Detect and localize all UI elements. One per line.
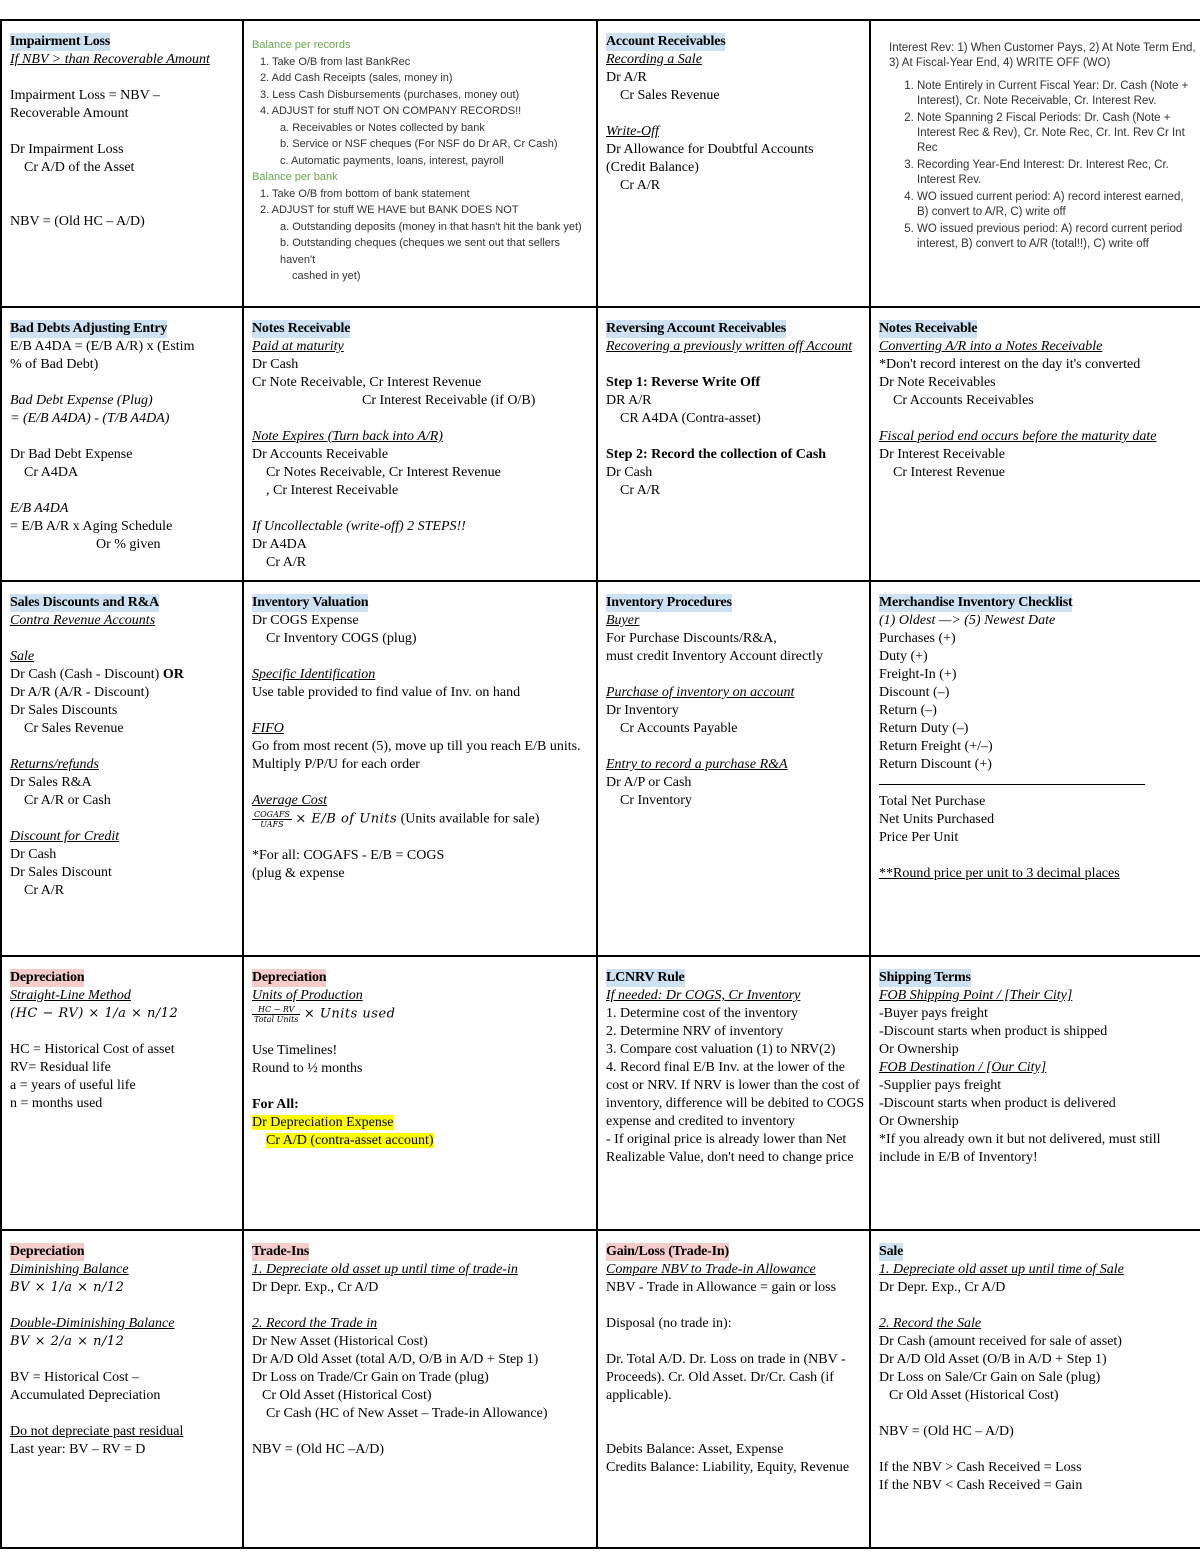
text-line: NBV - Trade in Allowance = gain or loss: [606, 1280, 837, 1295]
text-line: a = years of useful life: [10, 1078, 136, 1093]
cell-gain-loss: [597, 1230, 870, 1548]
cell-title: Impairment Loss: [10, 34, 111, 49]
subheading: FOB Shipping Point / [Their City]: [879, 988, 1073, 1003]
credit-entry: Cr Interest Revenue: [893, 465, 1005, 480]
debit-entry: Dr Cash: [10, 847, 57, 862]
list-item: c. Automatic payments, loans, interest, payroll: [280, 154, 504, 167]
cell-notes-receivable-1: [243, 307, 597, 581]
subheading: 2. Record the Sale: [879, 1316, 982, 1331]
cell-title: Merchandise Inventory Checklist: [879, 595, 1073, 610]
cell-title: Gain/Loss (Trade-In): [606, 1244, 729, 1259]
debit-entry: Dr A/D Old Asset (O/B in A/D + Step 1): [879, 1352, 1107, 1367]
text-line: Credits Balance: Liability, Equity, Revenue: [606, 1460, 850, 1475]
debit-entry: Dr Inventory: [606, 703, 679, 718]
text-line: Accumulated Depreciation: [10, 1388, 161, 1403]
text-line: Last year: BV – RV = D: [10, 1442, 146, 1457]
cheat-sheet-grid: [0, 19, 1200, 1549]
divider: [879, 774, 1145, 785]
subheading: Recording a Sale: [606, 52, 702, 67]
subheading: Returns/refunds: [10, 757, 99, 772]
text-line: E/B A4DA: [10, 501, 69, 516]
cell-bank-reconciliation: [243, 20, 597, 307]
debit-entry: Dr Depreciation Expense: [252, 1115, 394, 1130]
debit-entry: Dr Impairment Loss: [10, 142, 124, 157]
impairment-formula-cont: Recoverable Amount: [10, 106, 129, 121]
nbv-formula: NBV = (Old HC –A/D): [252, 1442, 385, 1457]
text-line: Dr Depr. Exp., Cr A/D: [879, 1280, 1006, 1295]
subheading: Double-Diminishing Balance: [10, 1316, 175, 1331]
credit-entry: Cr Cash (HC of New Asset – Trade-in Allowance): [266, 1406, 548, 1421]
list-item: Discount (–): [879, 685, 950, 700]
cell-notes-receivable-2: [870, 307, 1200, 581]
text-line: E/B A4DA = (E/B A/R) x (Estim: [10, 339, 195, 354]
debit-entry: Dr Cash (amount received for sale of asset): [879, 1334, 1122, 1349]
cell-title: Trade-Ins: [252, 1244, 310, 1259]
list-item: 3. Recording Year-End Interest: Dr. Interest Rec, Cr. Interest Rev.: [917, 158, 1196, 188]
cell-lcnrv-rule: [597, 956, 870, 1230]
list-item: 1. Determine cost of the inventory: [606, 1006, 799, 1021]
residual-note: Do not depreciate past residual: [10, 1424, 184, 1439]
debit-entry: Dr A/P or Cash: [606, 775, 692, 790]
numerator: COGAFS: [254, 810, 290, 819]
denominator: Total Units: [254, 1015, 299, 1024]
credit-entry: Cr Inventory: [620, 793, 692, 808]
debit-note: (Credit Balance): [606, 160, 699, 175]
subheading: Buyer: [606, 613, 640, 628]
cell-title: Sales Discounts and R&A: [10, 595, 160, 610]
list-item: Duty (+): [879, 649, 928, 664]
list-item: Return (–): [879, 703, 937, 718]
text-line: % of Bad Debt): [10, 357, 99, 372]
cell-interest-revenue: [870, 20, 1200, 307]
list-item: 2. Add Cash Receipts (sales, money in): [260, 72, 453, 84]
subheading: (1) Oldest —> (5) Newest Date: [879, 613, 1056, 628]
subheading: Paid at maturity: [252, 339, 344, 354]
cell-depreciation-units: [243, 956, 597, 1230]
cheat-sheet: [0, 19, 1200, 1547]
cell-depreciation-diminishing: [1, 1230, 243, 1548]
debit-entry: Dr COGS Expense: [252, 613, 359, 628]
units-formula: [252, 1005, 592, 1024]
debit-text: Dr Cash (Cash - Discount): [10, 667, 160, 682]
cell-sales-discounts: [1, 581, 243, 956]
debit-entry: DR A/R: [606, 393, 652, 408]
list-item: Return Duty (–): [879, 721, 969, 736]
text-line: If the NBV > Cash Received = Loss: [879, 1460, 1082, 1475]
debit-entry: Dr Cash: [606, 465, 653, 480]
subheading: If needed: Dr COGS, Cr Inventory: [606, 988, 801, 1003]
subheading: Contra Revenue Accounts: [10, 613, 156, 628]
subheading: FIFO: [252, 721, 284, 736]
cell-title: Depreciation: [10, 1244, 85, 1259]
cell-title: Depreciation: [252, 970, 327, 985]
subheading: Converting A/R into a Notes Receivable: [879, 339, 1103, 354]
formula-tail: × E/B of Units: [295, 811, 398, 827]
credit-entry: Cr Inventory COGS (plug): [266, 631, 417, 646]
cell-sale: [870, 1230, 1200, 1548]
cell-title: Notes Receivable: [252, 321, 351, 336]
subheading: Purchase of inventory on account: [606, 685, 795, 700]
list-item: Purchases (+): [879, 631, 956, 646]
fraction: [252, 810, 292, 829]
text-line: Round to ½ months: [252, 1061, 363, 1076]
subheading: Discount for Credit: [10, 829, 120, 844]
list-item: 1. Take O/B from last BankRec: [260, 55, 411, 68]
text-line: = E/B A/R x Aging Schedule: [10, 519, 173, 534]
subheading: Units of Production: [252, 988, 363, 1003]
subheading: Straight-Line Method: [10, 988, 131, 1003]
list-item: 2. Note Spanning 2 Fiscal Periods: Dr. Cash (Note + Interest Rec & Rev), Cr. Note Rec, Cr. Int. Rev Cr Int Rec: [917, 111, 1196, 156]
text-line: *Don't record interest on the day it's converted: [879, 357, 1141, 372]
cell-title: LCNRV Rule: [606, 970, 685, 985]
cell-title: Inventory Procedures: [606, 595, 732, 610]
text-line: = (E/B A4DA) - (T/B A4DA): [10, 411, 170, 426]
debit-entry: Dr Accounts Receivable: [252, 447, 389, 462]
cell-reversing-ar: [597, 307, 870, 581]
text-line: Debits Balance: Asset, Expense: [606, 1442, 784, 1457]
subheading: Write-Off: [606, 124, 659, 139]
text-line: HC = Historical Cost of asset: [10, 1042, 175, 1057]
cell-title: Account Receivables: [606, 34, 726, 49]
cell-inventory-valuation: [243, 581, 597, 956]
nbv-formula: NBV = (Old HC – A/D): [879, 1424, 1014, 1439]
interest-list: [879, 79, 1196, 252]
debit-entry: Dr Cash: [252, 357, 299, 372]
step-heading: Step 1: Reverse Write Off: [606, 375, 761, 390]
formula: BV × 2/a × n/12: [10, 1334, 125, 1349]
debit-entry: Dr Loss on Trade/Cr Gain on Trade (plug): [252, 1370, 489, 1385]
list-item: 1. Take O/B from bottom of bank statement: [260, 187, 470, 200]
list-item: 2. Determine NRV of inventory: [606, 1024, 784, 1039]
cell-depreciation-straight-line: [1, 956, 243, 1230]
cell-title: Inventory Valuation: [252, 595, 369, 610]
or-label: OR: [162, 667, 184, 682]
debit-entry: Dr Interest Receivable: [879, 447, 1005, 462]
cell-title: Reversing Account Receivables: [606, 321, 787, 336]
debit-entry: Dr Sales Discounts: [10, 703, 118, 718]
rounding-note: **Round price per unit to 3 decimal places: [879, 866, 1120, 881]
debit-entry: Dr Sales R&A: [10, 775, 92, 790]
debit-entry: Dr Loss on Sale/Cr Gain on Sale (plug): [879, 1370, 1101, 1385]
cell-merchandise-checklist: [870, 581, 1200, 956]
numerator: HC − RV: [252, 1005, 300, 1015]
text-line: Use table provided to find value of Inv. on hand: [252, 685, 521, 700]
list-item: Freight-In (+): [879, 667, 957, 682]
text-line: For Purchase Discounts/R&A,: [606, 631, 777, 646]
text-line: Go from most recent (5), move up till you reach E/B units. Multiply P/P/U for each order: [252, 739, 581, 772]
cell-inventory-procedures: [597, 581, 870, 956]
list-item: cashed in yet): [292, 270, 361, 282]
list-item: 4. Record final E/B Inv. at the lower of the cost or NRV. If NRV is lower than the cost of inventory, difference will be debited to COGS expense and credited to inventory: [606, 1060, 865, 1129]
text-line: n = months used: [10, 1096, 103, 1111]
impairment-condition: If NBV > than Recoverable Amount: [10, 52, 210, 67]
credit-entry: , Cr Interest Receivable: [266, 483, 399, 498]
for-all-heading: For All:: [252, 1097, 299, 1112]
debit-entry: Dr New Asset (Historical Cost): [252, 1334, 428, 1349]
subheading: Sale: [10, 649, 35, 664]
list-item: b. Outstanding cheques (cheques we sent out that sellers haven't: [280, 237, 561, 266]
text-line: -Buyer pays freight: [879, 1006, 988, 1021]
credit-entry: Cr Old Asset (Historical Cost): [262, 1388, 432, 1403]
credit-entry: Cr A/R: [620, 178, 661, 193]
subheading: FOB Destination / [Our City]: [879, 1060, 1047, 1075]
text-line: *If you already own it but not delivered, must still include in E/B of Inventory!: [879, 1132, 1161, 1165]
list-item: - If original price is already lower than Net Realizable Value, don't need to change price: [606, 1132, 854, 1165]
subheading: 2. Record the Trade in: [252, 1316, 378, 1331]
credit-entry: Cr A/D of the Asset: [24, 160, 135, 175]
text-line: Dr Depr. Exp., Cr A/D: [252, 1280, 379, 1295]
cell-title: Shipping Terms: [879, 970, 971, 985]
credit-entry: Cr Note Receivable, Cr Interest Revenue: [252, 375, 482, 390]
list-item: 3. Compare cost valuation (1) to NRV(2): [606, 1042, 836, 1057]
fraction: [252, 1005, 300, 1024]
subheading: 1. Depreciate old asset up until time of Sale: [879, 1262, 1124, 1277]
step-heading: Step 2: Record the collection of Cash: [606, 447, 827, 462]
subheading: Note Expires (Turn back into A/R): [252, 429, 443, 444]
credit-entry: Cr A/R: [620, 483, 661, 498]
debit-entry: Dr A4DA: [252, 537, 307, 552]
text-line: *For all: COGAFS - E/B = COGS: [252, 848, 445, 863]
balance-per-records-title: Balance per records: [252, 39, 351, 51]
text-line: BV = Historical Cost –: [10, 1370, 139, 1385]
interest-intro: Interest Rev: 1) When Customer Pays, 2) At Note Term End, 3) At Fiscal-Year End, 4) WRITE OFF (WO): [889, 42, 1196, 69]
text-line: Dr. Total A/D. Dr. Loss on trade in (NBV - Proceeds). Cr. Old Asset. Dr/Cr. Cash (if applicable).: [606, 1352, 846, 1403]
cell-impairment-loss: [1, 20, 243, 307]
cell-trade-ins: [243, 1230, 597, 1548]
text-line: If the NBV < Cash Received = Gain: [879, 1478, 1083, 1493]
credit-entry: Cr A4DA: [24, 465, 79, 480]
credit-entry: CR A4DA (Contra-asset): [620, 411, 761, 426]
text-line: Total Net Purchase: [879, 794, 986, 809]
denominator: UAFS: [260, 820, 284, 829]
debit-entry: Dr A/R (A/R - Discount): [10, 685, 150, 700]
credit-entry: Cr Interest Receivable (if O/B): [362, 393, 536, 408]
subheading: Compare NBV to Trade-in Allowance: [606, 1262, 816, 1277]
credit-entry: Cr Accounts Receivables: [893, 393, 1034, 408]
subheading: If Uncollectable (write-off) 2 STEPS!!: [252, 519, 466, 534]
cell-account-receivables: [597, 20, 870, 307]
subheading: Specific Identification: [252, 667, 376, 682]
cell-shipping-terms: [870, 956, 1200, 1230]
cell-title: Bad Debts Adjusting Entry: [10, 321, 168, 336]
list-item: a. Receivables or Notes collected by bank: [280, 121, 485, 134]
cell-title: Sale: [879, 1244, 904, 1259]
cell-title: Notes Receivable: [879, 321, 978, 336]
debit-entry: Dr Note Receivables: [879, 375, 996, 390]
impairment-formula: Impairment Loss = NBV –: [10, 88, 160, 103]
text-line: Or % given: [96, 537, 161, 552]
subheading: 1. Depreciate old asset up until time of trade-in: [252, 1262, 518, 1277]
text-line: (plug & expense: [252, 866, 345, 881]
debit-entry: Dr Sales Discount: [10, 865, 112, 880]
list-item: 5. WO issued previous period: A) record current period interest, B) convert to A/R (total!!), C) write off: [917, 222, 1196, 252]
list-item: 1. Note Entirely in Current Fiscal Year: Dr. Cash (Note + Interest), Cr. Note Receivable, Cr. Interest Rev.: [917, 79, 1196, 109]
credit-entry: Cr Old Asset (Historical Cost): [889, 1388, 1059, 1403]
text-line: Bad Debt Expense (Plug): [10, 393, 153, 408]
debit-entry: Dr Bad Debt Expense: [10, 447, 133, 462]
text-line: Disposal (no trade in):: [606, 1316, 732, 1331]
subheading: Entry to record a purchase R&A: [606, 757, 788, 772]
list-item: Return Discount (+): [879, 757, 992, 772]
subheading: Diminishing Balance: [10, 1262, 129, 1277]
subheading: Fiscal period end occurs before the maturity date: [879, 429, 1157, 444]
nbv-formula: NBV = (Old HC – A/D): [10, 214, 145, 229]
debit-entry: Dr A/D Old Asset (total A/D, O/B in A/D + Step 1): [252, 1352, 539, 1367]
text-line: -Discount starts when product is shipped: [879, 1024, 1108, 1039]
credit-entry: Cr A/R: [24, 883, 65, 898]
credit-entry: Cr Sales Revenue: [24, 721, 124, 736]
credit-entry: Cr A/R: [266, 555, 307, 570]
text-line: Use Timelines!: [252, 1043, 338, 1058]
cell-bad-debts: [1, 307, 243, 581]
formula: BV × 1/a × n/12: [10, 1280, 125, 1295]
list-item: 4. WO issued current period: A) record interest earned, B) convert to A/R, C) write off: [917, 190, 1196, 220]
text-line: must credit Inventory Account directly: [606, 649, 823, 664]
cell-title: Depreciation: [10, 970, 85, 985]
text-line: -Supplier pays freight: [879, 1078, 1002, 1093]
list-item: Return Freight (+/–): [879, 739, 993, 754]
list-item: a. Outstanding deposits (money in that hasn't hit the bank yet): [280, 220, 582, 233]
text-line: Price Per Unit: [879, 830, 959, 845]
debit-entry: Dr Allowance for Doubtful Accounts: [606, 142, 814, 157]
formula: (HC − RV) × 1/a × n/12: [10, 1006, 179, 1021]
formula-note: (Units available for sale): [400, 811, 540, 827]
text-line: RV= Residual life: [10, 1060, 111, 1075]
subheading: Average Cost: [252, 793, 328, 808]
text-line: Net Units Purchased: [879, 812, 995, 827]
text-line: Or Ownership: [879, 1042, 959, 1057]
credit-entry: Cr A/D (contra-asset account): [266, 1133, 434, 1148]
balance-per-bank-title: Balance per bank: [252, 171, 338, 183]
list-item: 2. ADJUST for stuff WE HAVE but BANK DOES NOT: [260, 204, 519, 216]
list-item: 4. ADJUST for stuff NOT ON COMPANY RECORDS!!: [260, 105, 522, 117]
list-item: b. Service or NSF cheques (For NSF do Dr AR, Cr Cash): [280, 138, 558, 150]
text-line: -Discount starts when product is delivered: [879, 1096, 1116, 1111]
formula-tail: × Units used: [303, 1006, 396, 1022]
credit-entry: Cr Sales Revenue: [620, 88, 720, 103]
credit-entry: Cr A/R or Cash: [24, 793, 111, 808]
list-item: 3. Less Cash Disbursements (purchases, money out): [260, 88, 520, 101]
average-cost-formula: [252, 810, 592, 829]
debit-entry: [10, 666, 238, 684]
credit-entry: Cr Notes Receivable, Cr Interest Revenue: [266, 465, 501, 480]
text-line: Or Ownership: [879, 1114, 959, 1129]
subheading: Recovering a previously written off Account: [606, 339, 853, 354]
debit-entry: Dr A/R: [606, 70, 647, 85]
credit-entry: Cr Accounts Payable: [620, 721, 738, 736]
